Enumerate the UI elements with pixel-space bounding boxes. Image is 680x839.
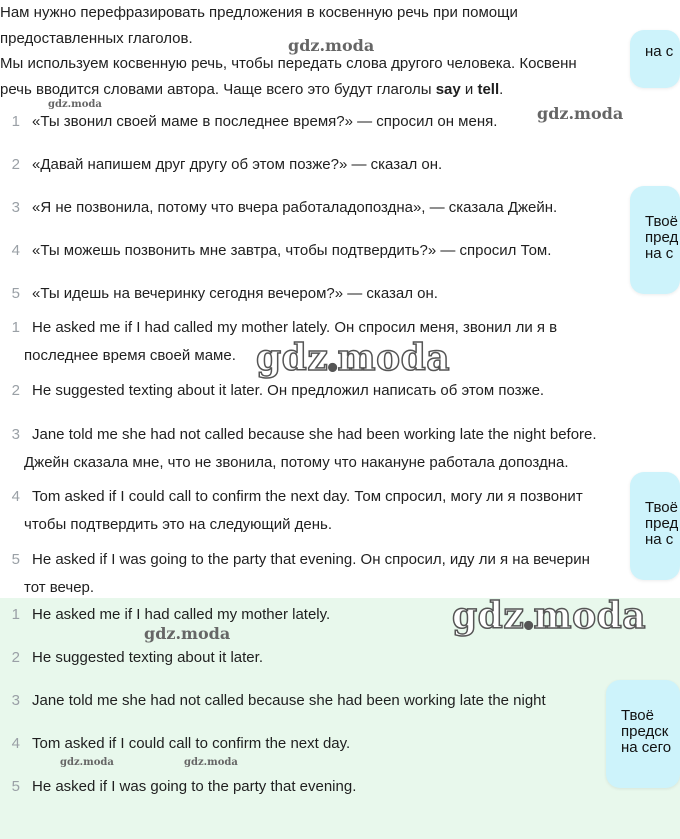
item-number: 5 [11, 778, 20, 795]
question-text: «Я не позвонила, потому что вчера работаладопоздна», — сказала Джейн. [32, 199, 558, 216]
translation-text: Джейн сказала мне, что не звонила, потому что накануне работала допоздна. [24, 454, 569, 471]
answer-item [0, 730, 680, 758]
item-number: 5 [11, 285, 20, 302]
translation-text: чтобы подтвердить это на следующий день. [24, 516, 333, 533]
answer-text: Jane told me she had not called because she had been working late the night [32, 692, 546, 709]
promo-bubble-text: Твоё [645, 499, 678, 516]
watermark-dot: ● [524, 620, 534, 631]
promo-bubble[interactable] [606, 680, 680, 788]
promo-bubble-text: Твоё [645, 213, 678, 230]
item-number: 2 [11, 382, 20, 399]
watermark: gdz.moda [144, 624, 231, 643]
promo-bubble-text: на с [645, 531, 674, 548]
watermark: gdz.moda [537, 104, 624, 123]
question-item [0, 280, 680, 308]
item-number: 2 [11, 649, 20, 666]
item-number: 3 [11, 426, 20, 443]
promo-bubble-text: на с [645, 245, 674, 262]
question-text: «Ты звонил своей маме в последнее время?» — спросил он меня. [32, 113, 498, 130]
translation-text: He suggested texting about it later. Он предложил написать об этом позже. [32, 382, 545, 399]
promo-bubble[interactable] [630, 472, 680, 580]
watermark-part: gdz [256, 337, 329, 379]
item-number: 5 [11, 551, 20, 568]
item-number: 4 [11, 735, 20, 752]
item-number: 4 [11, 488, 20, 505]
intro-line: Нам нужно перефразировать предложения в косвенную речь при помощи [0, 4, 518, 21]
translation-text: Tom asked if I could call to confirm the next day. Том спросил, могу ли я позвонит [32, 488, 583, 505]
translation-text: тот вечер. [24, 579, 95, 596]
verb-tell: tell [477, 80, 500, 98]
verb-say: say [435, 80, 461, 98]
question-text: «Давай напишем друг другу об этом позже?» — сказал он. [32, 156, 443, 173]
intro-text: . [499, 80, 504, 98]
item-number: 3 [11, 199, 20, 216]
item-number: 4 [11, 242, 20, 259]
promo-bubble-text: на сего [621, 739, 672, 756]
item-number: 1 [11, 113, 20, 130]
intro-text: и [460, 80, 478, 98]
item-number: 3 [11, 692, 20, 709]
translation-text: Jane told me she had not called because she had been working late the night before. [32, 426, 597, 443]
promo-bubble-text: предск [621, 723, 669, 740]
intro-line [0, 77, 680, 103]
answer-text: Tom asked if I could call to confirm the next day. [32, 735, 351, 752]
question-text: «Ты можешь позвонить мне завтра, чтобы подтвердить?» — спросил Том. [32, 242, 552, 259]
translation-item [0, 546, 680, 602]
watermark: gdz.moda [48, 99, 102, 110]
item-number: 1 [11, 319, 20, 336]
translation-text: He asked if I was going to the party that evening. Он спросил, иду ли я на вечерин [32, 551, 590, 568]
watermark-part: gdz [452, 595, 525, 637]
watermark-part: moda [337, 337, 451, 379]
answer-text: He suggested texting about it later. [32, 649, 263, 666]
translation-text: He asked me if I had called my mother lately. Он спросил меня, звонил ли я в [32, 319, 558, 336]
watermark-large [452, 595, 646, 637]
promo-bubble-text: пред [645, 515, 679, 532]
watermark-dot: ● [328, 362, 338, 373]
promo-bubble[interactable] [630, 30, 680, 88]
promo-bubble-text: на с [645, 43, 674, 60]
translation-item [0, 483, 680, 539]
answer-item [0, 644, 680, 672]
question-item [0, 151, 680, 179]
question-item [0, 237, 680, 265]
watermark: gdz.moda [288, 36, 375, 55]
intro-line: предоставленных глаголов. [0, 29, 193, 47]
promo-bubble-text: Твоё [621, 707, 654, 724]
question-item [0, 194, 680, 222]
answer-text: He asked if I was going to the party that evening. [32, 778, 357, 795]
item-number: 1 [11, 606, 20, 623]
watermark: gdz.moda [184, 757, 238, 768]
question-text: «Ты идешь на вечеринку сегодня вечером?» — сказал он. [32, 285, 438, 302]
promo-bubble-text: пред [645, 229, 679, 246]
intro-text: речь вводится словами автора. Чаще всего это будут глаголы [0, 80, 436, 98]
watermark: gdz.moda [60, 757, 114, 768]
watermark-part: moda [533, 595, 647, 637]
intro-line: Мы используем косвенную речь, чтобы передать слова другого человека. Косвенн [0, 55, 577, 72]
translation-text: последнее время своей маме. [24, 347, 236, 364]
promo-bubble[interactable] [630, 186, 680, 294]
answer-item [0, 687, 680, 715]
translation-item [0, 421, 680, 477]
item-number: 2 [11, 156, 20, 173]
translation-item [0, 377, 680, 405]
answer-item [0, 773, 680, 801]
watermark-large [256, 337, 450, 379]
answer-text: He asked me if I had called my mother lately. [32, 606, 331, 623]
